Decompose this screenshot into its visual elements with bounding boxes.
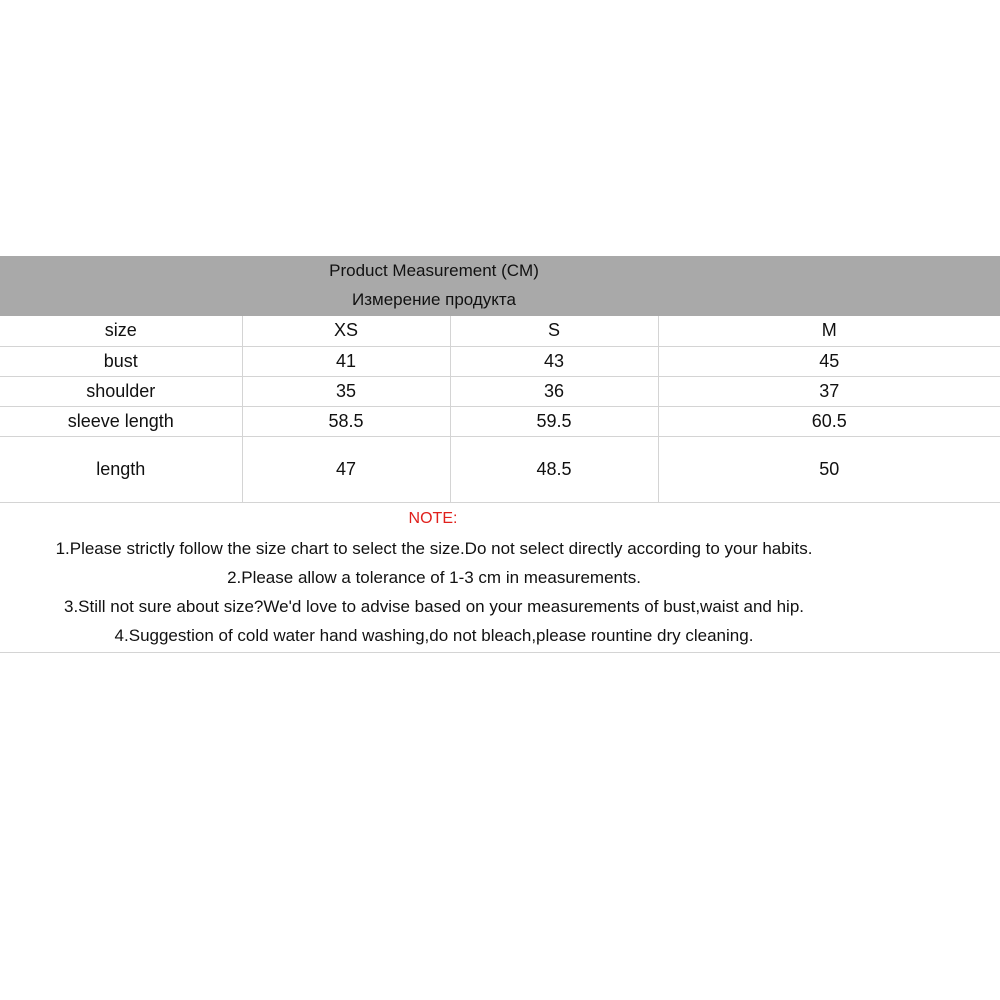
divider <box>0 652 1000 653</box>
row-label: bust <box>0 346 242 376</box>
row-label: sleeve length <box>0 406 242 436</box>
size-chart-table <box>0 316 1000 503</box>
table-cell: 47 <box>242 436 450 502</box>
table-row <box>0 436 1000 502</box>
column-header-m: M <box>658 316 1000 346</box>
table-cell: 48.5 <box>450 436 658 502</box>
table-cell: 36 <box>450 376 658 406</box>
column-header-size: size <box>0 316 242 346</box>
table-title-russian: Измерение продукта <box>352 290 516 309</box>
table-cell: 60.5 <box>658 406 1000 436</box>
note-item: 4.Suggestion of cold water hand washing,do not bleach,please rountine dry cleaning. <box>114 626 754 645</box>
table-cell: 41 <box>242 346 450 376</box>
column-header-xs: XS <box>242 316 450 346</box>
table-row <box>0 346 1000 376</box>
table-cell: 50 <box>658 436 1000 502</box>
table-row <box>0 376 1000 406</box>
note-item: 2.Please allow a tolerance of 1-3 cm in measurements. <box>227 568 641 587</box>
table-cell: 58.5 <box>242 406 450 436</box>
note-item: 1.Please strictly follow the size chart to select the size.Do not select directly according to your habits. <box>55 539 813 558</box>
table-cell: 59.5 <box>450 406 658 436</box>
table-title: Product Measurement (CM) <box>329 261 539 280</box>
note-heading: NOTE: <box>408 510 458 527</box>
table-header-row <box>0 316 1000 346</box>
table-cell: 43 <box>450 346 658 376</box>
row-label: shoulder <box>0 376 242 406</box>
table-cell: 37 <box>658 376 1000 406</box>
table-row <box>0 406 1000 436</box>
row-label: length <box>0 436 242 502</box>
column-header-s: S <box>450 316 658 346</box>
note-item: 3.Still not sure about size?We'd love to advise based on your measurements of bust,waist and hip. <box>63 597 804 616</box>
table-cell: 35 <box>242 376 450 406</box>
table-cell: 45 <box>658 346 1000 376</box>
